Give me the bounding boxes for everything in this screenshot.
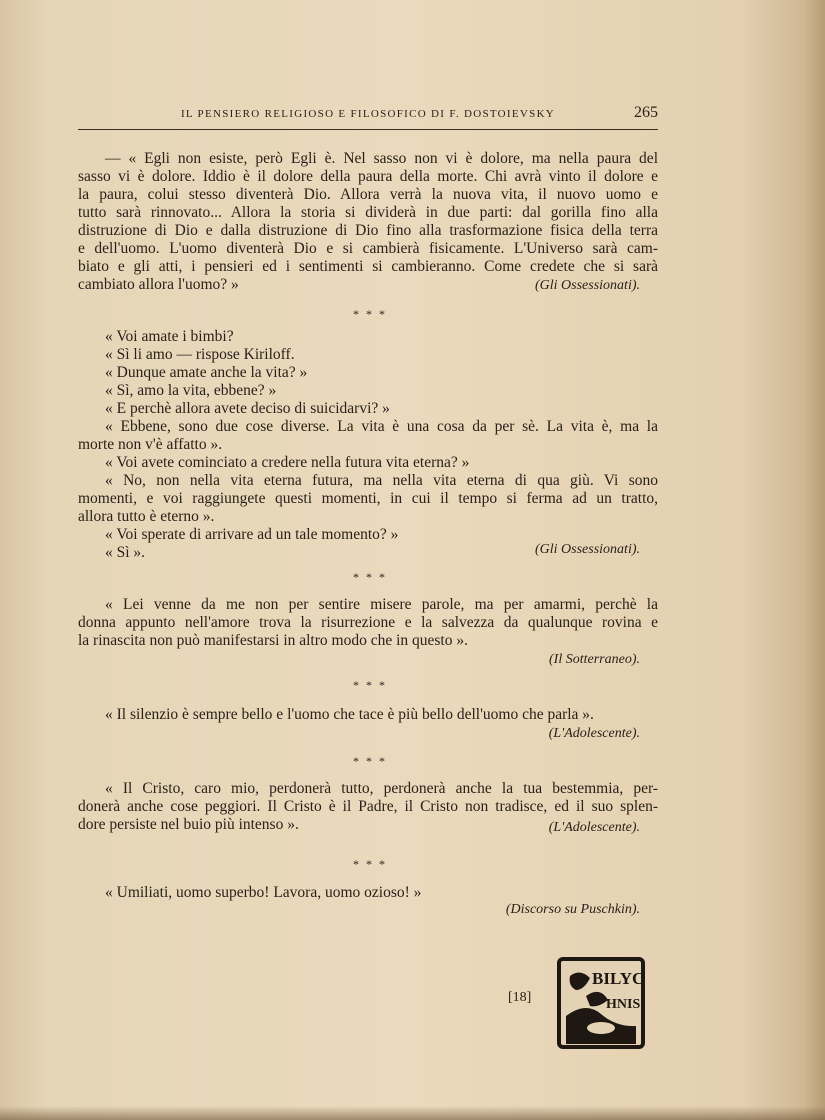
- text-line: e dell'uomo. L'uomo diventerà Dio e si cambierà fisicamente. L'Universo sarà cam-: [78, 240, 658, 257]
- page-number: 265: [634, 104, 658, 121]
- svg-text:BILYC: BILYC: [592, 969, 645, 988]
- page-edge-shadow: [803, 0, 825, 1120]
- svg-text:HNIS: HNIS: [606, 997, 641, 1012]
- source-citation: (Gli Ossessionati).: [535, 542, 640, 557]
- text-line: la rinascita non può manifestarsi in altro modo che in questo ».: [78, 632, 468, 649]
- text-line: « Umiliati, uomo superbo! Lavora, uomo ozioso! »: [105, 884, 422, 901]
- text-line: cambiato allora l'uomo? »: [78, 276, 239, 293]
- header-rule: [78, 129, 658, 130]
- text-line: allora tutto è eterno ».: [78, 508, 215, 525]
- source-citation: (Discorso su Puschkin).: [505, 902, 640, 917]
- text-line: « Voi amate i bimbi?: [105, 328, 234, 345]
- text-line: la paura, colui stesso diventerà Dio. Allora verrà la nuova vita, il nuovo uomo e: [78, 186, 658, 203]
- section-separator: * * *: [353, 678, 387, 692]
- text-line: sasso vi è dolore. Iddio è il dolore della paura della morte. Chi avrà vinto il dolore e: [78, 168, 658, 185]
- source-citation: (L'Adolescente).: [548, 820, 640, 835]
- section-separator: * * *: [353, 857, 387, 871]
- text-line: « Sì ».: [105, 544, 146, 561]
- text-line: « Dunque amate anche la vita? »: [105, 364, 308, 381]
- signature-mark: [18]: [508, 990, 532, 1005]
- text-line: « Il Cristo, caro mio, perdonerà tutto, perdonerà anche la tua bestemmia, per-: [105, 780, 658, 797]
- bilychnis-stamp-logo: [556, 956, 646, 1050]
- text-line: momenti, e voi raggiungete questi momenti, in cui il tempo si ferma ad un tratto,: [78, 490, 658, 507]
- text-line: « Voi avete cominciato a credere nella futura vita eterna? »: [105, 454, 470, 471]
- running-head: IL PENSIERO RELIGIOSO E FILOSOFICO DI F. DOSTOIEVSKY: [180, 108, 556, 120]
- source-citation: (Gli Ossessionati).: [535, 278, 640, 293]
- section-separator: * * *: [353, 754, 387, 768]
- page-bottom-edge: [0, 1106, 825, 1120]
- text-line: « Sì, amo la vita, ebbene? »: [105, 382, 277, 399]
- text-line: donna appunto nell'amore trova la risurrezione e la salvezza da qualunque rovina e: [78, 614, 658, 631]
- text-line: distruzione di Dio e dalla distruzione di Dio fino alla trasformazione fisica della terra: [78, 222, 658, 239]
- text-line: dore persiste nel buio più intenso ».: [78, 816, 299, 833]
- text-line: « Lei venne da me non per sentire misere parole, ma per amarmi, perchè la: [105, 596, 658, 613]
- text-line: biato e gli atti, i pensieri ed i sentimenti si cambieranno. Come credete che si sarà: [78, 258, 658, 275]
- source-citation: (L'Adolescente).: [548, 726, 640, 741]
- text-line: « No, non nella vita eterna futura, ma nella vita eterna di qua giù. Vi sono: [105, 472, 658, 489]
- section-separator: * * *: [353, 570, 387, 584]
- text-line: « Ebbene, sono due cose diverse. La vita è una cosa da per sè. La vita è, ma la: [105, 418, 658, 435]
- text-line: tutto sarà rinnovato... Allora la storia si dividerà in due parti: dal gorilla fino alla: [78, 204, 658, 221]
- text-line: « Sì li amo — rispose Kiriloff.: [105, 346, 295, 363]
- section-separator: * * *: [353, 307, 387, 321]
- text-line: — « Egli non esiste, però Egli è. Nel sasso non vi è dolore, ma nella paura del: [105, 150, 658, 167]
- text-line: « Voi sperate di arrivare ad un tale momento? »: [105, 526, 399, 543]
- source-citation: (Il Sotterraneo).: [549, 652, 640, 667]
- text-line: « E perchè allora avete deciso di suicidarvi? »: [105, 400, 390, 417]
- text-line: morte non v'è affatto ».: [78, 436, 223, 453]
- text-line: « Il silenzio è sempre bello e l'uomo che tace è più bello dell'uomo che parla ».: [105, 706, 594, 723]
- text-line: donerà anche cose peggiori. Il Cristo è il Padre, il Cristo non tradisce, ed il suo splen-: [78, 798, 658, 815]
